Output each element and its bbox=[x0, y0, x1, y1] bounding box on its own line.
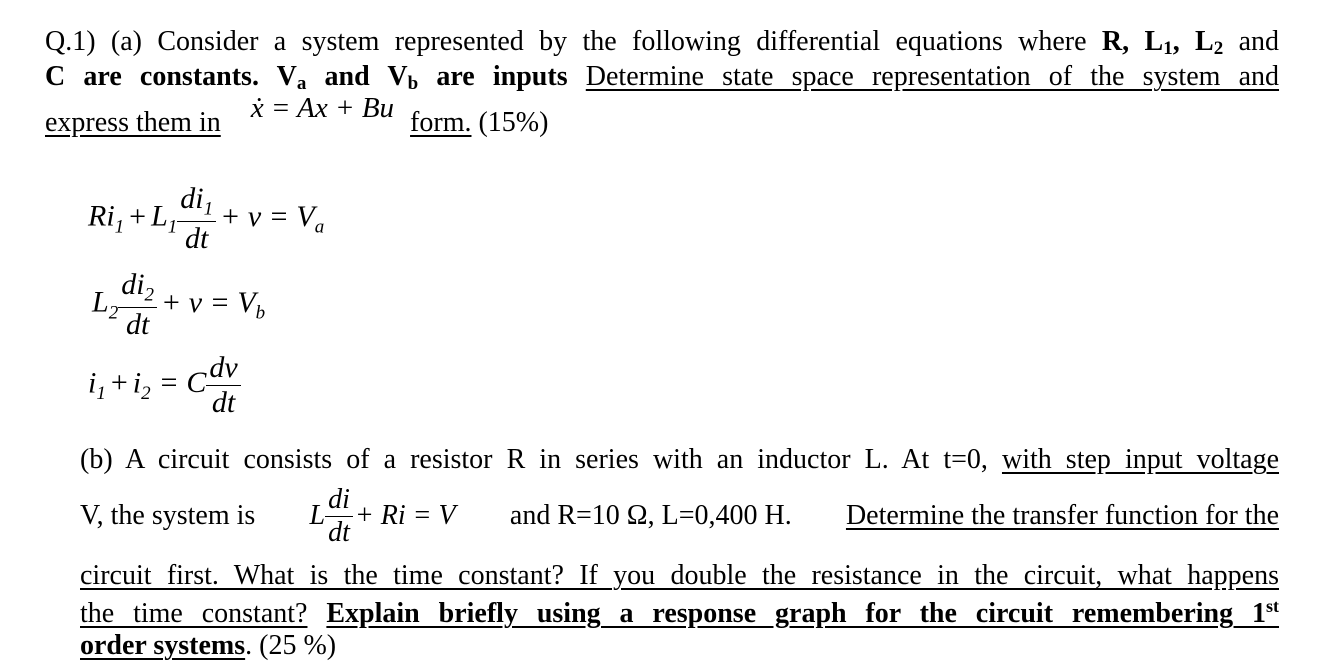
part-a-weight: (15%) bbox=[478, 107, 549, 138]
part-a-intro: Consider a system represented by the following differential equations where bbox=[157, 26, 1087, 57]
part-b-line-5: order systems. (25 %) bbox=[80, 630, 337, 661]
explain-instruction: Explain briefly using a response graph for the circuit remembering 1st bbox=[326, 596, 1280, 629]
part-a-line-3 bbox=[45, 92, 549, 138]
time-constant-followup: the time constant? bbox=[80, 597, 308, 629]
constant-l2: $L_2$ bbox=[1195, 26, 1224, 60]
and-word: and bbox=[1238, 26, 1280, 57]
part-b-line-4 bbox=[80, 597, 1279, 628]
constant-l1: $L_1$, bbox=[1144, 26, 1180, 60]
question-number: Q.1) bbox=[45, 26, 96, 57]
part-b-weight: (25 %) bbox=[259, 630, 337, 661]
transfer-function-task: Determine the transfer function for the bbox=[845, 500, 1279, 531]
time-constant-question: circuit first. What is the time constant? If you double the resistance in the circuit, what happens bbox=[80, 560, 1279, 591]
part-a-line-1 bbox=[45, 28, 1279, 58]
part-b-line-1 bbox=[80, 446, 1279, 474]
constant-r: R, bbox=[1101, 26, 1130, 57]
part-b-line-3 bbox=[80, 562, 1279, 590]
rl-equation: L $\frac{di}{dt}$ + Ri = V bbox=[309, 483, 456, 548]
part-a-line-2 bbox=[45, 63, 1279, 93]
circuit-values: and R=10 Ω, L=0,400 H. bbox=[509, 500, 792, 531]
part-a-label: (a) bbox=[110, 26, 142, 57]
part-b-line-2 bbox=[80, 484, 1279, 548]
order-systems-text: order systems bbox=[80, 630, 246, 661]
constants-statement: C are constants. $V_a$ and $V_b$ are inputs bbox=[45, 61, 568, 95]
form-text: form. bbox=[410, 107, 472, 138]
step-input-text: with step input voltage bbox=[1001, 444, 1280, 475]
equation-3: $i_1 + i_2 = C$ $\frac{dv}{dt}$ bbox=[88, 353, 241, 418]
express-text: express them in bbox=[45, 107, 221, 138]
part-a-task: Determine state space representation of the system and bbox=[585, 61, 1280, 92]
equation-2: $L_2$ $\frac{di_2}{dt}$ + $v = V_b$ bbox=[92, 268, 266, 341]
equation-1: $Ri_1 + L_1$ $\frac{di_1}{dt}$ + $v = V_a$ bbox=[88, 182, 325, 255]
state-equation: ẋ = Ax + Bu bbox=[250, 92, 395, 124]
part-b-intro: (b) A circuit consists of a resistor R in series with an inductor L. At t=0, bbox=[80, 444, 988, 475]
system-is-text: V, the system is bbox=[80, 500, 256, 531]
